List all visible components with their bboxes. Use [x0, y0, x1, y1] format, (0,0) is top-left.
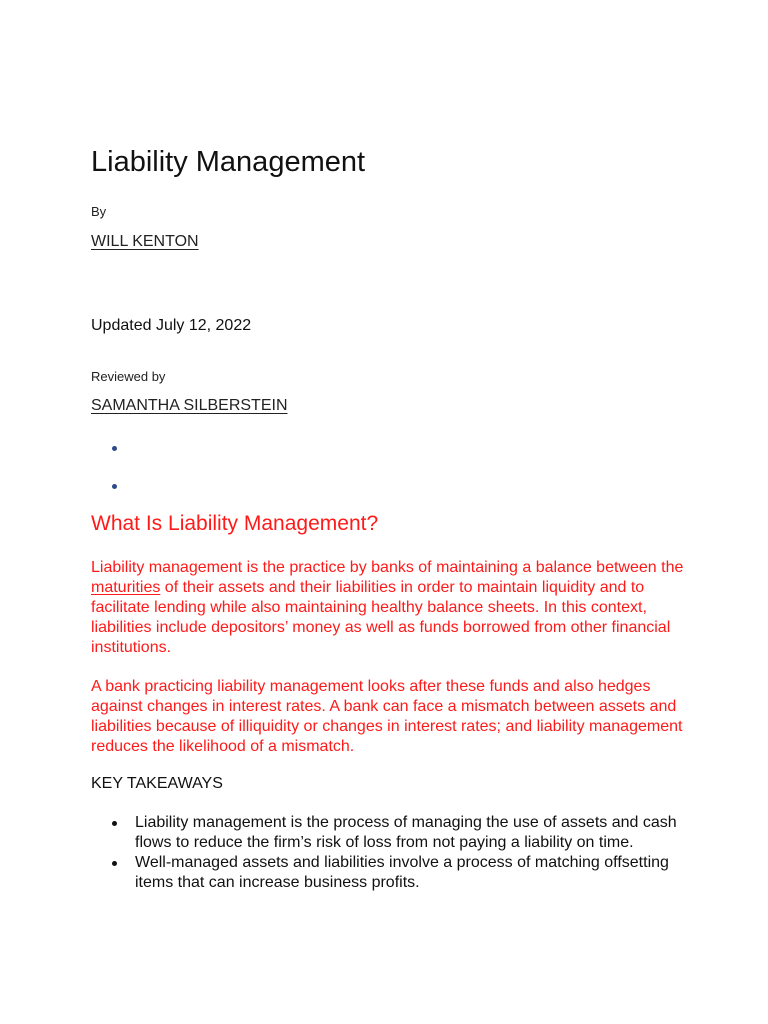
bullet-icon: [112, 446, 117, 451]
bullet-icon: [112, 821, 117, 826]
by-label: By: [91, 204, 107, 219]
bullet-icon: [112, 484, 117, 489]
key-takeaways-list: [108, 813, 698, 893]
list-item: [108, 813, 698, 853]
author-link[interactable]: WILL KENTON: [91, 233, 199, 250]
intro-text-start: Liability management is the practice by banks of maintaining a balance between the: [91, 559, 684, 576]
maturities-link[interactable]: maturities: [91, 579, 161, 596]
reviewed-by-label: Reviewed by: [91, 369, 166, 384]
detail-paragraph: A bank practicing liability management looks after these funds and also hedges against changes in interest rates. A bank can face a mismatch between assets and liabilities because of illiquidity or changes in interest rates; and liability management reduces the likelihood of a mismatch.: [91, 678, 683, 755]
intro-text-end: of their assets and their liabilities in order to maintain liquidity and to facilitate lending while also maintaining healthy balance sheets. In this context, liabilities include depositors’ money as well as funds borrowed from other financial institutions.: [91, 579, 671, 656]
takeaway-text: Liability management is the process of managing the use of assets and cash flows to reduce the firm’s risk of loss from not paying a liability on time.: [135, 814, 677, 851]
key-takeaways-heading: KEY TAKEAWAYS: [91, 775, 223, 792]
takeaway-text: Well-managed assets and liabilities involve a process of matching offsetting items that can increase business profits.: [135, 854, 669, 891]
section-heading: What Is Liability Management?: [91, 512, 379, 535]
reviewer-link[interactable]: SAMANTHA SILBERSTEIN: [91, 397, 288, 414]
bullet-icon: [112, 861, 117, 866]
list-item: [108, 853, 698, 893]
intro-paragraph: [91, 558, 691, 658]
page-title: Liability Management: [91, 146, 366, 178]
updated-date: Updated July 12, 2022: [91, 317, 252, 334]
